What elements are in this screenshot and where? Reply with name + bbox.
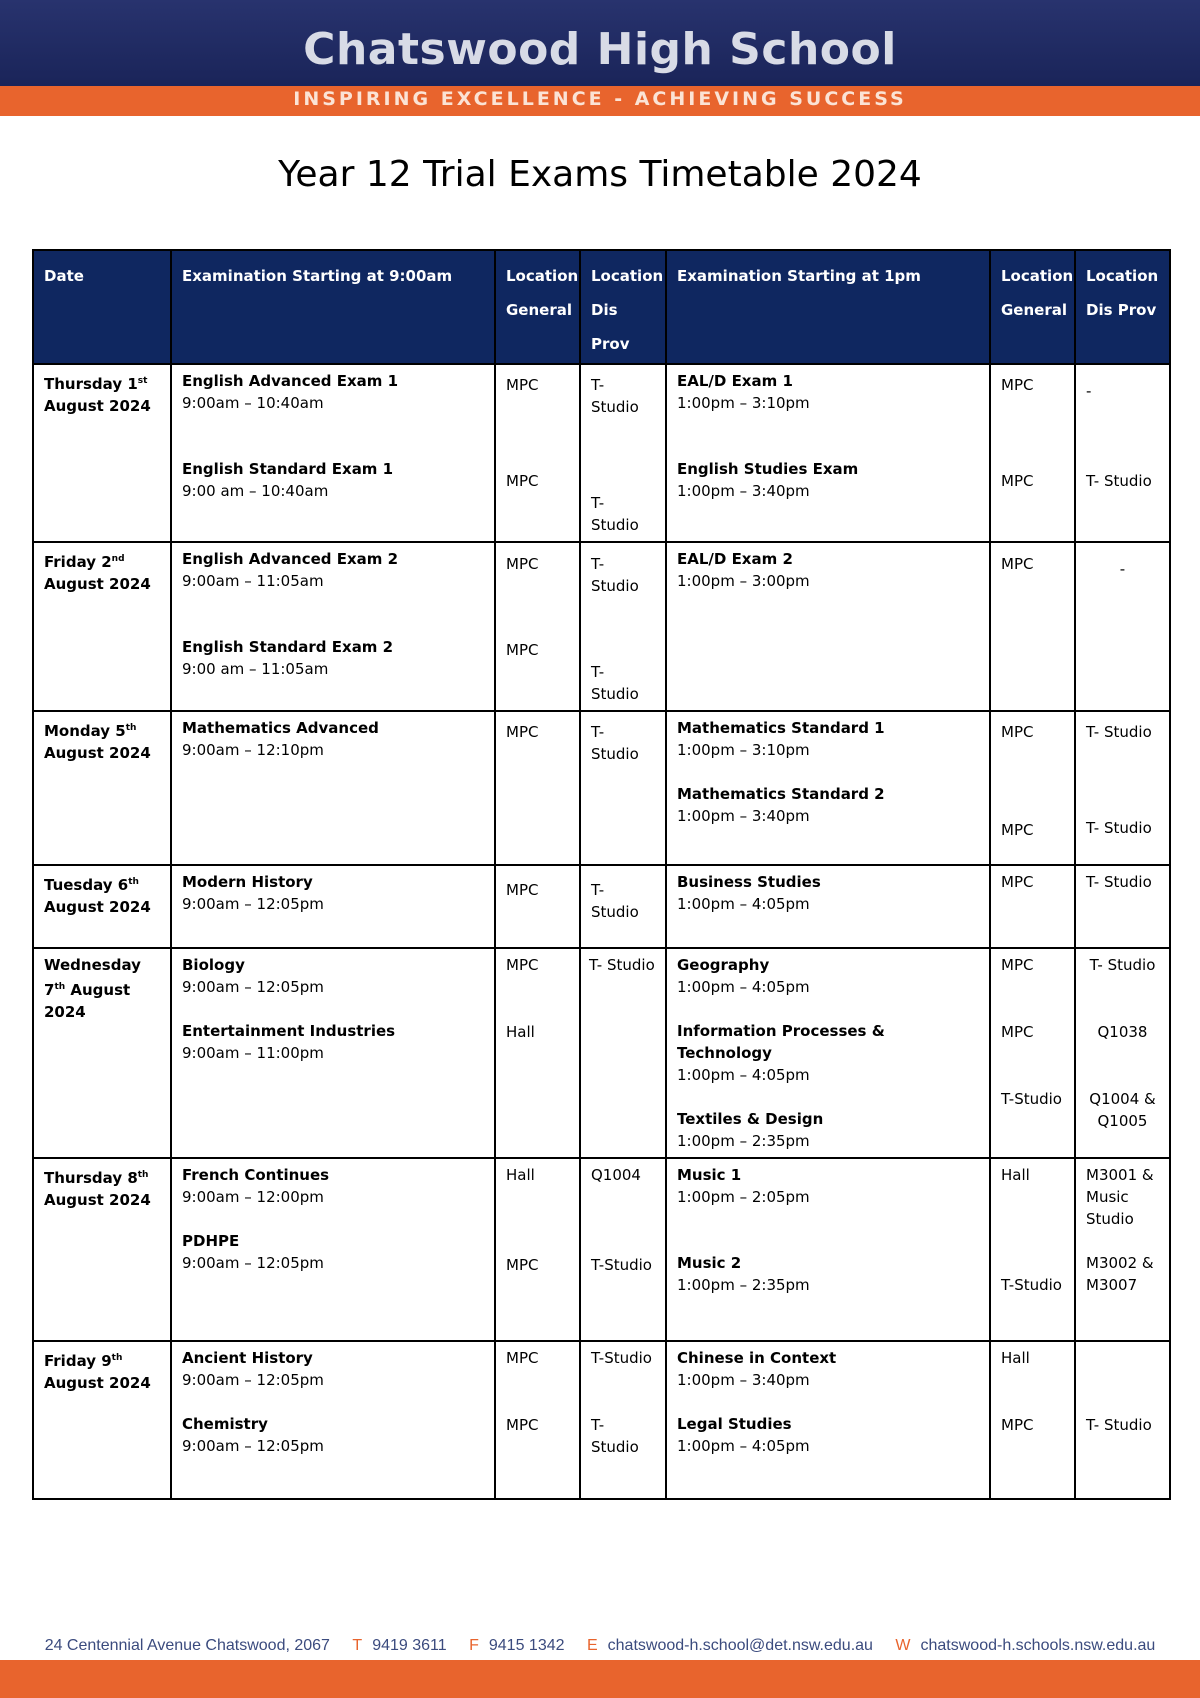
location: T-Studio (591, 1349, 652, 1367)
am-location-disprov-cell (580, 1341, 666, 1499)
pm-location-general-cell (990, 1341, 1075, 1499)
pm-exam-cell (666, 1341, 990, 1499)
table-row (33, 542, 1170, 711)
exam-time: 1:00pm – 2:35pm (677, 1276, 810, 1294)
footer-contact (0, 1637, 1200, 1655)
exam-title: Ancient History (182, 1349, 313, 1367)
page-title: Year 12 Trial Exams Timetable 2024 (278, 154, 922, 195)
header-am-exam: Examination Starting at 9:00am (171, 250, 495, 364)
am-location-general-cell (495, 711, 580, 865)
am-location-disprov-cell (580, 711, 666, 865)
exam-title: Mathematics Standard 2 (677, 785, 885, 803)
footer-fax: 9415 1342 (488, 1637, 565, 1654)
am-location-general-cell (495, 948, 580, 1158)
exam-title: Information Processes & Technology (677, 1022, 885, 1062)
location: T-Studio (1001, 1276, 1062, 1294)
table-row (33, 1341, 1170, 1499)
pm-exam-cell (666, 542, 990, 711)
location: T- Studio (591, 555, 639, 595)
phone-label: T (352, 1637, 363, 1654)
location: T- Studio (591, 881, 639, 921)
location: Q1004 (591, 1166, 641, 1184)
header-label: General (1001, 301, 1067, 319)
exam-time: 9:00am – 12:05pm (182, 895, 324, 913)
exam-title: Music 1 (677, 1166, 742, 1184)
exam-title: Chinese in Context (677, 1349, 837, 1367)
location: Q1004 & Q1005 (1089, 1090, 1156, 1130)
location: T- Studio (1086, 472, 1152, 490)
location: T- Studio (591, 1416, 639, 1456)
location: Hall (1001, 1349, 1030, 1367)
exam-time: 9:00am – 12:05pm (182, 1254, 324, 1272)
exam-title: English Studies Exam (677, 460, 859, 478)
location: MPC (1001, 873, 1034, 891)
exam-title: English Advanced Exam 2 (182, 550, 399, 568)
exam-time: 1:00pm – 4:05pm (677, 895, 810, 913)
header-label: Location (506, 267, 579, 285)
header-label: General (506, 301, 572, 319)
location: T- Studio (591, 663, 639, 703)
exam-time: 1:00pm – 2:05pm (677, 1188, 810, 1206)
date-cell: Wednesday 7th August 2024 (33, 948, 171, 1158)
am-exam-cell (171, 948, 495, 1158)
date-cell: Thursday 8th August 2024 (33, 1158, 171, 1341)
exam-title: Entertainment Industries (182, 1022, 396, 1040)
exam-time: 9:00am – 12:05pm (182, 1371, 324, 1389)
table-row (33, 865, 1170, 948)
exam-timetable (32, 249, 1171, 1500)
exam-time: 9:00am – 10:40am (182, 394, 324, 412)
location: MPC (506, 881, 539, 899)
pm-location-general-cell (990, 542, 1075, 711)
exam-title: Textiles & Design (677, 1110, 824, 1128)
location: MPC (1001, 1023, 1034, 1041)
location: T-Studio (1001, 1090, 1062, 1108)
footer-phone: 9419 3611 (372, 1637, 447, 1654)
exam-time: 1:00pm – 3:40pm (677, 482, 810, 500)
am-exam-cell (171, 542, 495, 711)
pm-exam-cell (666, 1158, 990, 1341)
web-label: W (895, 1637, 911, 1654)
location: T- Studio (1086, 873, 1152, 891)
am-location-disprov-cell (580, 1158, 666, 1341)
location: T-Studio (591, 1256, 652, 1274)
location: MPC (1001, 555, 1034, 573)
exam-time: 1:00pm – 4:05pm (677, 978, 810, 996)
fax-label: F (469, 1637, 479, 1654)
date-cell: Friday 2nd August 2024 (33, 542, 171, 711)
location: T- Studio (591, 723, 639, 763)
pm-location-general-cell (990, 865, 1075, 948)
exam-title: French Continues (182, 1166, 330, 1184)
exam-time: 1:00pm – 3:00pm (677, 572, 810, 590)
pm-location-disprov-cell (1075, 1341, 1170, 1499)
exam-time: 1:00pm – 3:40pm (677, 1371, 810, 1389)
location: MPC (506, 376, 539, 394)
am-exam-cell (171, 711, 495, 865)
location: T- Studio (591, 494, 639, 534)
exam-time: 9:00 am – 10:40am (182, 482, 329, 500)
exam-title: Mathematics Standard 1 (677, 719, 885, 737)
am-location-general-cell (495, 1158, 580, 1341)
exam-time: 9:00am – 12:05pm (182, 1437, 324, 1455)
am-exam-cell (171, 1158, 495, 1341)
location: T- Studio (1086, 819, 1152, 837)
table-row (33, 948, 1170, 1158)
location: MPC (506, 641, 539, 659)
pm-location-disprov-cell (1075, 711, 1170, 865)
location: T- Studio (1086, 723, 1152, 741)
pm-exam-cell (666, 364, 990, 542)
am-location-general-cell (495, 1341, 580, 1499)
location: MPC (506, 1349, 539, 1367)
pm-location-general-cell (990, 948, 1075, 1158)
am-location-disprov-cell (580, 948, 666, 1158)
location: T- Studio (1089, 956, 1156, 974)
location: MPC (506, 472, 539, 490)
footer-website[interactable]: chatswood-h.schools.nsw.edu.au (920, 1637, 1156, 1654)
exam-time: 9:00am – 12:00pm (182, 1188, 324, 1206)
exam-time: 9:00am – 11:05am (182, 572, 324, 590)
exam-title: Business Studies (677, 873, 821, 891)
am-location-general-cell (495, 364, 580, 542)
am-exam-cell (171, 865, 495, 948)
header-pm-location-disprov (1075, 250, 1170, 364)
exam-title: PDHPE (182, 1232, 240, 1250)
location: Hall (1001, 1166, 1030, 1184)
pm-location-disprov-cell (1075, 948, 1170, 1158)
location: MPC (1001, 956, 1034, 974)
date-cell: Tuesday 6th August 2024 (33, 865, 171, 948)
exam-time: 9:00 am – 11:05am (182, 660, 329, 678)
footer-email[interactable]: chatswood-h.school@det.nsw.edu.au (607, 1637, 873, 1654)
header-pm-exam: Examination Starting at 1pm (666, 250, 990, 364)
exam-time: 1:00pm – 3:10pm (677, 394, 810, 412)
pm-exam-cell (666, 711, 990, 865)
location: T- Studio (589, 956, 655, 974)
exam-title: EAL/D Exam 1 (677, 372, 793, 390)
location: MPC (506, 1416, 539, 1434)
am-exam-cell (171, 1341, 495, 1499)
location: T- Studio (591, 376, 639, 416)
exam-time: 1:00pm – 4:05pm (677, 1066, 810, 1084)
location: MPC (506, 555, 539, 573)
exam-title: Modern History (182, 873, 313, 891)
pm-exam-cell (666, 865, 990, 948)
location: MPC (1001, 472, 1034, 490)
table-header-row (33, 250, 1170, 364)
exam-time: 9:00am – 12:10pm (182, 741, 324, 759)
exam-title: Chemistry (182, 1415, 268, 1433)
header-label: Dis Prov (591, 301, 630, 353)
exam-title: English Advanced Exam 1 (182, 372, 399, 390)
footer-address: 24 Centennial Avenue Chatswood, 2067 (44, 1637, 330, 1654)
header-pm-location-general (990, 250, 1075, 364)
am-location-general-cell (495, 542, 580, 711)
exam-time: 9:00am – 12:05pm (182, 978, 324, 996)
exam-time: 1:00pm – 2:35pm (677, 1132, 810, 1150)
exam-title: Legal Studies (677, 1415, 792, 1433)
exam-title: Geography (677, 956, 770, 974)
location: MPC (506, 1256, 539, 1274)
date-cell: Monday 5th August 2024 (33, 711, 171, 865)
exam-title: Music 2 (677, 1254, 742, 1272)
exam-time: 9:00am – 11:00pm (182, 1044, 324, 1062)
pm-location-general-cell (990, 364, 1075, 542)
location: M3001 & Music Studio (1086, 1166, 1154, 1228)
pm-location-disprov-cell (1075, 542, 1170, 711)
footer-banner (0, 1660, 1200, 1698)
header-label: Dis Prov (1086, 301, 1157, 319)
pm-location-disprov-cell (1075, 865, 1170, 948)
am-location-disprov-cell (580, 364, 666, 542)
location (1086, 1347, 1159, 1369)
pm-location-disprov-cell (1075, 1158, 1170, 1341)
exam-time: 1:00pm – 3:40pm (677, 807, 810, 825)
location: MPC (506, 723, 539, 741)
location: - (1086, 382, 1092, 400)
exam-title: English Standard Exam 2 (182, 638, 394, 656)
pm-location-general-cell (990, 711, 1075, 865)
exam-time: 1:00pm – 3:10pm (677, 741, 810, 759)
pm-location-disprov-cell (1075, 364, 1170, 542)
exam-title: English Standard Exam 1 (182, 460, 394, 478)
table-row (33, 1158, 1170, 1341)
location: Q1038 (1097, 1023, 1148, 1041)
school-motto: INSPIRING EXCELLENCE - ACHIEVING SUCCESS (293, 88, 907, 110)
am-location-disprov-cell (580, 865, 666, 948)
location: MPC (1001, 821, 1034, 839)
location: - (1119, 560, 1126, 578)
table-row (33, 364, 1170, 542)
exam-title: Mathematics Advanced (182, 719, 379, 737)
location: MPC (1001, 376, 1034, 394)
exam-time: 1:00pm – 4:05pm (677, 1437, 810, 1455)
am-location-disprov-cell (580, 542, 666, 711)
table-row (33, 711, 1170, 865)
header-date: Date (33, 250, 171, 364)
location: M3002 & M3007 (1086, 1254, 1154, 1294)
date-cell: Friday 9th August 2024 (33, 1341, 171, 1499)
header-label: Location (1086, 267, 1159, 285)
date-cell: Thursday 1st August 2024 (33, 364, 171, 542)
exam-title: EAL/D Exam 2 (677, 550, 793, 568)
exam-title: Biology (182, 956, 245, 974)
am-location-general-cell (495, 865, 580, 948)
location: MPC (1001, 723, 1034, 741)
location: Hall (506, 1166, 535, 1184)
header-am-location-disprov (580, 250, 666, 364)
email-label: E (586, 1637, 598, 1654)
header-label: Location (591, 267, 664, 285)
school-name: Chatswood High School (303, 24, 897, 75)
am-exam-cell (171, 364, 495, 542)
location: MPC (506, 956, 539, 974)
pm-location-general-cell (990, 1158, 1075, 1341)
location: T- Studio (1086, 1416, 1152, 1434)
location: Hall (506, 1023, 535, 1041)
header-label: Location (1001, 267, 1074, 285)
pm-exam-cell (666, 948, 990, 1158)
header-am-location-general (495, 250, 580, 364)
location: MPC (1001, 1416, 1034, 1434)
